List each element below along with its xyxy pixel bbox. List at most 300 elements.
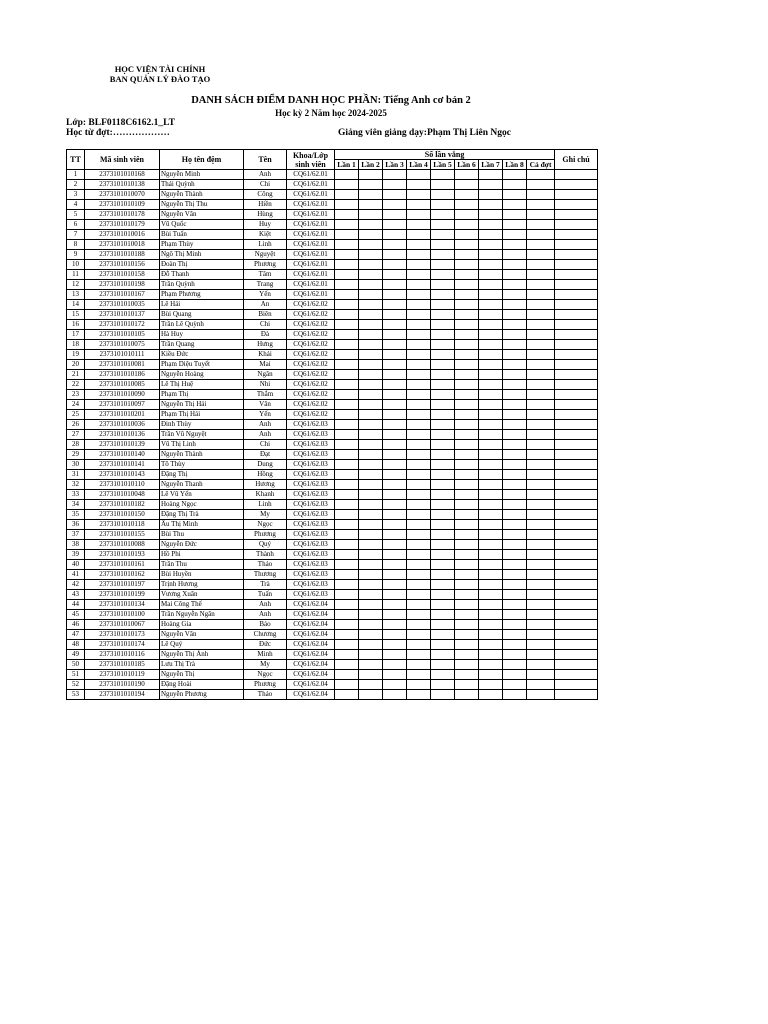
absence-cell — [335, 170, 359, 180]
absence-cell — [359, 400, 383, 410]
absence-cell — [527, 330, 555, 340]
absence-cell — [359, 170, 383, 180]
lecturer-name: Giảng viên giảng dạy:Phạm Thị Liên Ngọc — [338, 128, 511, 138]
first-name: An — [244, 300, 287, 310]
last-middle-name: Bùi Tuấn — [160, 230, 244, 240]
note-cell — [555, 640, 598, 650]
absence-cell — [455, 650, 479, 660]
absence-cell — [527, 490, 555, 500]
absence-cell — [335, 660, 359, 670]
note-cell — [555, 670, 598, 680]
last-middle-name: Trần Quỳnh — [160, 280, 244, 290]
class-code: CQ61/62.04 — [287, 690, 335, 700]
attendance-table-body — [67, 170, 598, 700]
class-code: CQ61/62.04 — [287, 640, 335, 650]
absence-cell — [407, 630, 431, 640]
absence-cell — [383, 600, 407, 610]
absence-cell — [503, 470, 527, 480]
absence-cell — [359, 350, 383, 360]
class-code: CQ61/62.02 — [287, 370, 335, 380]
student-id: 2373101010143 — [85, 470, 160, 480]
absence-cell — [527, 190, 555, 200]
student-id: 2373101010109 — [85, 200, 160, 210]
table-row — [67, 660, 598, 670]
row-number: 52 — [67, 680, 85, 690]
student-id: 2373101010167 — [85, 290, 160, 300]
row-number: 32 — [67, 480, 85, 490]
absence-cell — [407, 200, 431, 210]
note-cell — [555, 170, 598, 180]
absence-cell — [455, 510, 479, 520]
table-row — [67, 390, 598, 400]
absence-cell — [455, 610, 479, 620]
absence-cell — [335, 390, 359, 400]
absence-cell — [407, 240, 431, 250]
absence-cell — [407, 320, 431, 330]
absence-cell — [359, 370, 383, 380]
absence-cell — [527, 560, 555, 570]
absence-cell — [335, 220, 359, 230]
absence-cell — [383, 640, 407, 650]
absence-cell — [407, 410, 431, 420]
absence-cell — [503, 450, 527, 460]
absence-cell — [335, 460, 359, 470]
absence-cell — [503, 670, 527, 680]
first-name: Linh — [244, 500, 287, 510]
absence-cell — [383, 500, 407, 510]
absence-cell — [455, 370, 479, 380]
row-number: 42 — [67, 580, 85, 590]
table-row — [67, 670, 598, 680]
absence-cell — [431, 660, 455, 670]
row-number: 6 — [67, 220, 85, 230]
absence-cell — [503, 350, 527, 360]
student-id: 2373101010134 — [85, 600, 160, 610]
absence-cell — [503, 660, 527, 670]
absence-cell — [455, 550, 479, 560]
absence-cell — [359, 480, 383, 490]
table-row — [67, 280, 598, 290]
absence-cell — [479, 210, 503, 220]
absence-cell — [335, 510, 359, 520]
absence-cell — [359, 580, 383, 590]
first-name: Anh — [244, 430, 287, 440]
absence-cell — [527, 270, 555, 280]
table-row — [67, 250, 598, 260]
absence-cell — [455, 570, 479, 580]
absence-cell — [407, 540, 431, 550]
col-header-absence: Lần 5 — [431, 160, 455, 170]
note-cell — [555, 590, 598, 600]
absence-cell — [359, 650, 383, 660]
absence-cell — [407, 500, 431, 510]
class-code: Lớp: BLF0118C6162.1_LT — [66, 118, 175, 128]
absence-cell — [407, 370, 431, 380]
first-name: Anh — [244, 420, 287, 430]
note-cell — [555, 390, 598, 400]
last-middle-name: Bùi Huyền — [160, 570, 244, 580]
absence-cell — [359, 360, 383, 370]
absence-cell — [431, 260, 455, 270]
table-row — [67, 490, 598, 500]
absence-cell — [479, 290, 503, 300]
class-code: CQ61/62.02 — [287, 390, 335, 400]
absence-cell — [431, 620, 455, 630]
absence-cell — [455, 280, 479, 290]
row-number: 4 — [67, 200, 85, 210]
student-id: 2373101010136 — [85, 430, 160, 440]
absence-cell — [407, 260, 431, 270]
row-number: 51 — [67, 670, 85, 680]
absence-cell — [503, 240, 527, 250]
absence-cell — [431, 380, 455, 390]
first-name: Yến — [244, 410, 287, 420]
class-code: CQ61/62.01 — [287, 250, 335, 260]
note-cell — [555, 340, 598, 350]
note-cell — [555, 220, 598, 230]
row-number: 49 — [67, 650, 85, 660]
absence-cell — [479, 490, 503, 500]
absence-cell — [359, 630, 383, 640]
student-id: 2373101010198 — [85, 280, 160, 290]
student-id: 2373101010172 — [85, 320, 160, 330]
absence-cell — [383, 340, 407, 350]
last-middle-name: Hồ Phi — [160, 550, 244, 560]
absence-cell — [527, 420, 555, 430]
absence-cell — [455, 420, 479, 430]
absence-cell — [383, 670, 407, 680]
absence-cell — [383, 260, 407, 270]
absence-cell — [479, 260, 503, 270]
absence-cell — [431, 200, 455, 210]
row-number: 16 — [67, 320, 85, 330]
absence-cell — [455, 400, 479, 410]
absence-cell — [431, 400, 455, 410]
class-code: CQ61/62.03 — [287, 530, 335, 540]
class-code: CQ61/62.03 — [287, 490, 335, 500]
table-row — [67, 300, 598, 310]
absence-cell — [455, 240, 479, 250]
absence-cell — [383, 250, 407, 260]
student-id: 2373101010199 — [85, 590, 160, 600]
table-row — [67, 460, 598, 470]
absence-cell — [383, 420, 407, 430]
absence-cell — [479, 670, 503, 680]
student-id: 2373101010150 — [85, 510, 160, 520]
last-middle-name: Lê Vũ Yến — [160, 490, 244, 500]
table-row — [67, 340, 598, 350]
class-code: CQ61/62.04 — [287, 650, 335, 660]
absence-cell — [503, 620, 527, 630]
first-name: Thảo — [244, 560, 287, 570]
table-row — [67, 170, 598, 180]
absence-cell — [479, 500, 503, 510]
absence-cell — [407, 350, 431, 360]
absence-cell — [431, 520, 455, 530]
note-cell — [555, 600, 598, 610]
absence-cell — [431, 630, 455, 640]
absence-cell — [455, 170, 479, 180]
absence-cell — [479, 300, 503, 310]
absence-cell — [527, 430, 555, 440]
table-row — [67, 600, 598, 610]
first-name: My — [244, 510, 287, 520]
class-code: CQ61/62.02 — [287, 360, 335, 370]
absence-cell — [359, 230, 383, 240]
absence-cell — [503, 550, 527, 560]
absence-cell — [503, 220, 527, 230]
first-name: Thắm — [244, 390, 287, 400]
absence-cell — [527, 200, 555, 210]
absence-cell — [431, 270, 455, 280]
absence-cell — [455, 230, 479, 240]
row-number: 44 — [67, 600, 85, 610]
absence-cell — [335, 560, 359, 570]
student-id: 2373101010197 — [85, 580, 160, 590]
class-code: CQ61/62.04 — [287, 600, 335, 610]
absence-cell — [431, 450, 455, 460]
last-middle-name: Trần Quang — [160, 340, 244, 350]
absence-cell — [527, 180, 555, 190]
absence-cell — [431, 530, 455, 540]
row-number: 30 — [67, 460, 85, 470]
note-cell — [555, 530, 598, 540]
first-name: Đức — [244, 640, 287, 650]
table-row — [67, 400, 598, 410]
absence-cell — [335, 370, 359, 380]
absence-cell — [479, 330, 503, 340]
absence-cell — [335, 440, 359, 450]
student-id: 2373101010116 — [85, 650, 160, 660]
absence-cell — [503, 310, 527, 320]
student-id: 2373101010048 — [85, 490, 160, 500]
class-code: CQ61/62.03 — [287, 590, 335, 600]
last-middle-name: Lê Thị Huệ — [160, 380, 244, 390]
absence-cell — [335, 430, 359, 440]
note-cell — [555, 430, 598, 440]
row-number: 8 — [67, 240, 85, 250]
class-code: CQ61/62.03 — [287, 420, 335, 430]
absence-cell — [503, 680, 527, 690]
absence-cell — [479, 680, 503, 690]
student-id: 2373101010067 — [85, 620, 160, 630]
class-code: CQ61/62.02 — [287, 320, 335, 330]
absence-cell — [431, 330, 455, 340]
absence-cell — [455, 500, 479, 510]
absence-cell — [383, 630, 407, 640]
last-middle-name: Nguyễn Phương — [160, 690, 244, 700]
absence-cell — [455, 300, 479, 310]
last-middle-name: Phạm Diệu Tuyết — [160, 360, 244, 370]
class-code: CQ61/62.04 — [287, 610, 335, 620]
absence-cell — [407, 170, 431, 180]
class-code: CQ61/62.03 — [287, 570, 335, 580]
last-middle-name: Nguyễn Thành — [160, 190, 244, 200]
absence-cell — [335, 200, 359, 210]
absence-cell — [455, 440, 479, 450]
row-number: 23 — [67, 390, 85, 400]
first-name: Tuấn — [244, 590, 287, 600]
absence-cell — [383, 430, 407, 440]
note-cell — [555, 480, 598, 490]
absence-cell — [455, 250, 479, 260]
absence-cell — [431, 410, 455, 420]
absence-cell — [407, 530, 431, 540]
absence-cell — [407, 230, 431, 240]
absence-cell — [407, 330, 431, 340]
row-number: 3 — [67, 190, 85, 200]
absence-cell — [455, 310, 479, 320]
first-name: Yến — [244, 290, 287, 300]
absence-cell — [335, 630, 359, 640]
absence-cell — [503, 380, 527, 390]
absence-cell — [383, 570, 407, 580]
absence-cell — [527, 680, 555, 690]
last-middle-name: Vũ Quốc — [160, 220, 244, 230]
last-middle-name: Ngô Thị Minh — [160, 250, 244, 260]
row-number: 12 — [67, 280, 85, 290]
absence-cell — [455, 330, 479, 340]
note-cell — [555, 260, 598, 270]
absence-cell — [407, 550, 431, 560]
last-middle-name: Nguyễn Đức — [160, 540, 244, 550]
absence-cell — [479, 610, 503, 620]
class-code: CQ61/62.03 — [287, 450, 335, 460]
absence-cell — [527, 250, 555, 260]
absence-cell — [503, 590, 527, 600]
absence-cell — [407, 690, 431, 700]
note-cell — [555, 490, 598, 500]
absence-cell — [407, 450, 431, 460]
absence-cell — [479, 660, 503, 670]
absence-cell — [383, 380, 407, 390]
absence-cell — [527, 470, 555, 480]
absence-cell — [335, 330, 359, 340]
absence-cell — [407, 390, 431, 400]
student-id: 2373101010088 — [85, 540, 160, 550]
absence-cell — [335, 540, 359, 550]
row-number: 35 — [67, 510, 85, 520]
absence-cell — [431, 560, 455, 570]
col-header-absence: Lần 2 — [359, 160, 383, 170]
absence-cell — [503, 390, 527, 400]
absence-cell — [359, 500, 383, 510]
absence-cell — [431, 490, 455, 500]
absence-cell — [383, 590, 407, 600]
absence-cell — [503, 570, 527, 580]
absence-cell — [527, 530, 555, 540]
last-middle-name: Phạm Phương — [160, 290, 244, 300]
table-row — [67, 230, 598, 240]
first-name: Nhi — [244, 380, 287, 390]
absence-cell — [335, 300, 359, 310]
absence-cell — [335, 680, 359, 690]
absence-cell — [431, 280, 455, 290]
absence-cell — [479, 630, 503, 640]
student-id: 2373101010118 — [85, 520, 160, 530]
absence-cell — [527, 670, 555, 680]
absence-cell — [455, 350, 479, 360]
absence-cell — [359, 600, 383, 610]
student-id: 2373101010194 — [85, 690, 160, 700]
col-header-absence: Lần 3 — [383, 160, 407, 170]
absence-cell — [455, 600, 479, 610]
row-number: 36 — [67, 520, 85, 530]
attendance-table — [66, 149, 598, 700]
table-row — [67, 260, 598, 270]
absence-cell — [455, 540, 479, 550]
absence-cell — [479, 180, 503, 190]
absence-cell — [335, 190, 359, 200]
absence-cell — [503, 430, 527, 440]
absence-cell — [455, 430, 479, 440]
absence-cell — [431, 370, 455, 380]
absence-cell — [431, 470, 455, 480]
absence-cell — [479, 350, 503, 360]
row-number: 40 — [67, 560, 85, 570]
row-number: 15 — [67, 310, 85, 320]
table-row — [67, 510, 598, 520]
last-middle-name: Nguyễn Văn — [160, 210, 244, 220]
absence-cell — [383, 480, 407, 490]
row-number: 20 — [67, 360, 85, 370]
absence-cell — [479, 270, 503, 280]
absence-cell — [527, 380, 555, 390]
absence-cell — [407, 560, 431, 570]
class-code: CQ61/62.03 — [287, 540, 335, 550]
absence-cell — [359, 470, 383, 480]
absence-cell — [359, 540, 383, 550]
table-row — [67, 270, 598, 280]
absence-cell — [383, 190, 407, 200]
table-row — [67, 610, 598, 620]
student-id: 2373101010081 — [85, 360, 160, 370]
absence-cell — [527, 290, 555, 300]
class-code: CQ61/62.03 — [287, 480, 335, 490]
last-middle-name: Nguyễn Thị Ánh — [160, 650, 244, 660]
absence-cell — [407, 480, 431, 490]
absence-cell — [479, 510, 503, 520]
absence-cell — [479, 410, 503, 420]
class-code: CQ61/62.01 — [287, 240, 335, 250]
absence-cell — [503, 410, 527, 420]
row-number: 38 — [67, 540, 85, 550]
student-id: 2373101010168 — [85, 170, 160, 180]
absence-cell — [527, 480, 555, 490]
note-cell — [555, 180, 598, 190]
absence-cell — [455, 180, 479, 190]
last-middle-name: Vũ Thị Linh — [160, 440, 244, 450]
absence-cell — [359, 280, 383, 290]
absence-cell — [431, 580, 455, 590]
note-cell — [555, 420, 598, 430]
absence-cell — [431, 500, 455, 510]
first-name: Hưng — [244, 340, 287, 350]
absence-cell — [455, 450, 479, 460]
first-name: Hương — [244, 480, 287, 490]
note-cell — [555, 320, 598, 330]
absence-cell — [455, 640, 479, 650]
absence-cell — [455, 680, 479, 690]
absence-cell — [455, 630, 479, 640]
class-code: CQ61/62.04 — [287, 620, 335, 630]
absence-cell — [503, 200, 527, 210]
absence-cell — [479, 170, 503, 180]
note-cell — [555, 410, 598, 420]
absence-cell — [503, 510, 527, 520]
absence-cell — [503, 290, 527, 300]
table-row — [67, 650, 598, 660]
